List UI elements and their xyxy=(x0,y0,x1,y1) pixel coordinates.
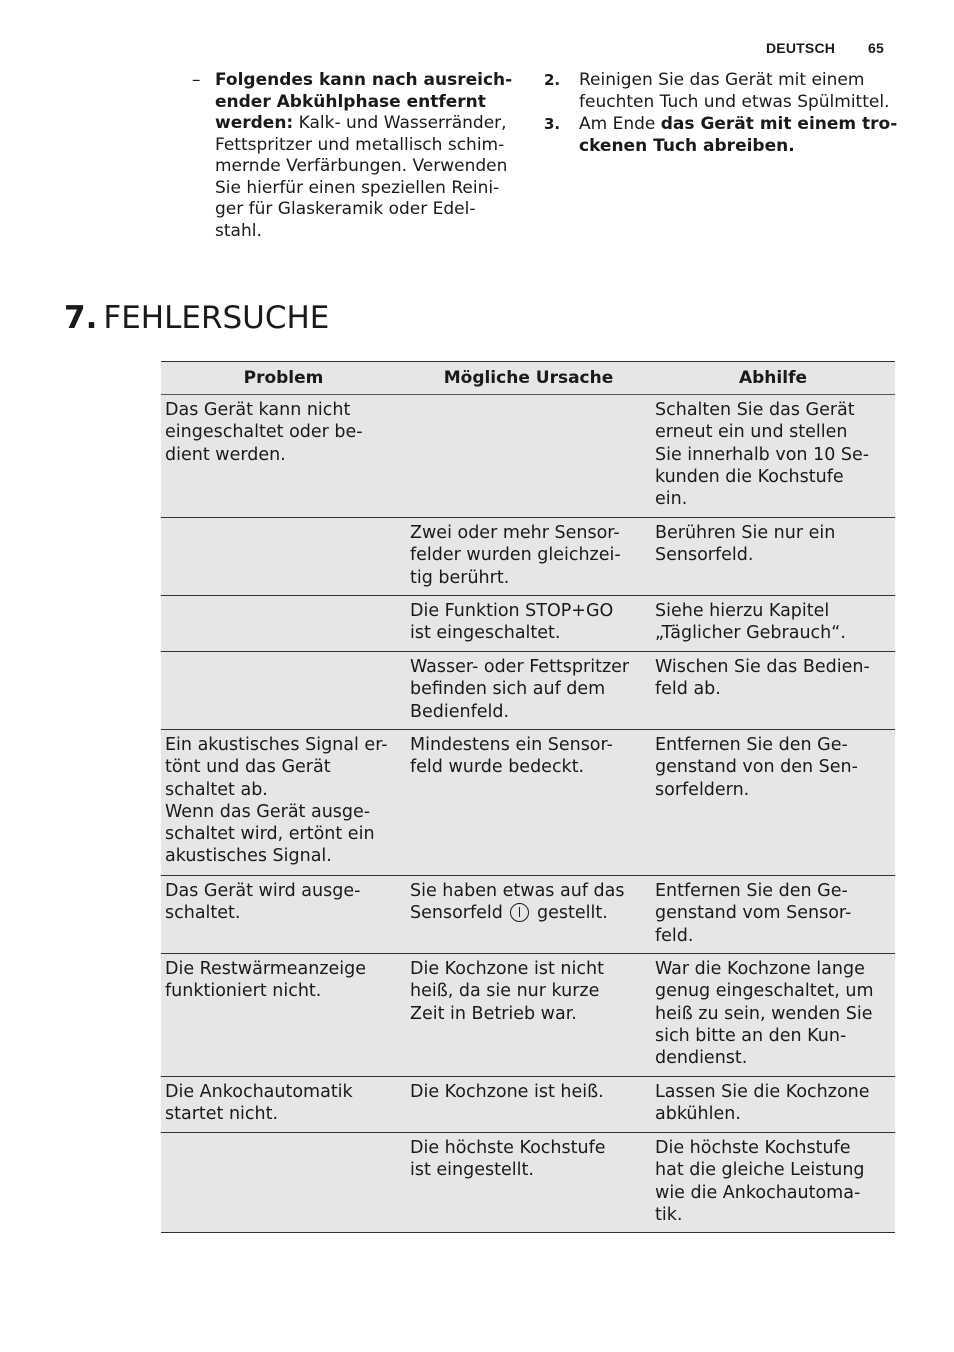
cell-remedy xyxy=(651,1077,895,1133)
cell-line: Die höchste Kochstufe xyxy=(655,1138,851,1158)
cell-line: sich bitte an den Kun- xyxy=(655,1025,847,1046)
cell-line: heiß zu sein, wenden Sie xyxy=(655,1003,873,1024)
header-language: DEUTSCH xyxy=(766,40,836,56)
note-bold-line: werden: xyxy=(215,113,294,133)
cell-cause xyxy=(406,1077,651,1133)
cell-line: Das Gerät kann nicht xyxy=(165,400,351,420)
cell-line: Entfernen Sie den Ge- xyxy=(655,735,848,755)
cell-line: feld. xyxy=(655,925,694,946)
cell-line: akustisches Signal. xyxy=(165,846,332,867)
step-number: 2. xyxy=(544,71,561,89)
table-row xyxy=(161,730,895,876)
cell-line: ist eingestellt. xyxy=(410,1160,534,1181)
cell-remedy xyxy=(651,518,895,596)
column-header-cause: Mögliche Ursache xyxy=(406,362,651,395)
cell-cause xyxy=(406,876,651,954)
cell-problem xyxy=(161,1133,406,1233)
cell-line: Die Ankochautomatik xyxy=(165,1082,353,1102)
cell-line: schaltet. xyxy=(165,903,241,924)
dash-bullet: – xyxy=(192,70,201,90)
cell-line: feld ab. xyxy=(655,679,721,700)
step-number: 3. xyxy=(544,115,561,133)
cell-remedy xyxy=(651,730,895,876)
cell-line: Das Gerät wird ausge- xyxy=(165,881,361,901)
cell-line: startet nicht. xyxy=(165,1104,279,1125)
cell-cause xyxy=(406,518,651,596)
cell-line: Wischen Sie das Bedien- xyxy=(655,657,870,677)
cell-line: kunden die Kochstufe xyxy=(655,466,844,487)
cell-line: Wasser- oder Fettspritzer xyxy=(410,657,630,677)
cell-line: Siehe hierzu Kapitel xyxy=(655,601,830,621)
cell-problem xyxy=(161,596,406,652)
cell-line: tig berührt. xyxy=(410,567,510,588)
cell-line: genstand von den Sen- xyxy=(655,757,858,778)
cell-line: ist eingeschaltet. xyxy=(410,623,561,644)
note-text: ger für Glaskeramik oder Edel- xyxy=(215,199,476,219)
cell-cause xyxy=(406,730,651,876)
cell-line: Mindestens ein Sensor- xyxy=(410,735,613,755)
cell-line: War die Kochzone lange xyxy=(655,959,865,979)
note-text: mernde Verfärbungen. Verwenden xyxy=(215,156,508,176)
cell-line: Schalten Sie das Gerät xyxy=(655,400,855,420)
cell-problem xyxy=(161,395,406,518)
table-row xyxy=(161,876,895,954)
cell-line: dient werden. xyxy=(165,444,286,465)
step-text: feuchten Tuch und etwas Spülmittel. xyxy=(579,91,890,112)
cell-line: Sie innerhalb von 10 Se- xyxy=(655,444,870,465)
cell-line: befinden sich auf dem xyxy=(410,679,606,700)
cell-line: heiß, da sie nur kurze xyxy=(410,981,600,1002)
troubleshooting-table xyxy=(161,361,895,1233)
cell-line: erneut ein und stellen xyxy=(655,422,848,443)
cell-line: schaltet wird, ertönt ein xyxy=(165,824,375,845)
step-item xyxy=(544,70,914,113)
cell-line: genstand vom Sensor- xyxy=(655,903,852,924)
table-row xyxy=(161,518,895,596)
cell-line: Die höchste Kochstufe xyxy=(410,1138,606,1158)
cell-line: Zeit in Betrieb war. xyxy=(410,1003,577,1024)
note-text: stahl. xyxy=(215,220,262,241)
cell-problem xyxy=(161,730,406,876)
note-text: Fettspritzer und metallisch schim- xyxy=(215,134,505,155)
cell-remedy xyxy=(651,395,895,518)
cell-line: genug eingeschaltet, um xyxy=(655,981,874,1002)
cell-problem xyxy=(161,954,406,1077)
note-bold-line: ender Abkühlphase entfernt xyxy=(215,91,486,112)
cell-line: Bedienfeld. xyxy=(410,701,510,722)
cell-remedy xyxy=(651,652,895,730)
page-number: 65 xyxy=(868,40,884,56)
cell-line: tönt und das Gerät xyxy=(165,757,331,778)
cell-line: schaltet ab. xyxy=(165,779,268,800)
section-title: FEHLERSUCHE xyxy=(103,300,330,336)
cell-line xyxy=(410,902,645,924)
cell-text: gestellt. xyxy=(537,903,608,924)
table-row xyxy=(161,652,895,730)
cell-line: felder wurden gleichzei- xyxy=(410,545,621,566)
cell-cause xyxy=(406,395,651,518)
step-item xyxy=(544,114,914,157)
table-row xyxy=(161,1077,895,1133)
cell-line: Lassen Sie die Kochzone xyxy=(655,1082,870,1102)
note-text: Kalk- und Wasserränder, xyxy=(293,113,507,133)
column-header-remedy: Abhilfe xyxy=(651,362,895,395)
table-row xyxy=(161,1133,895,1233)
cell-line: Zwei oder mehr Sensor- xyxy=(410,523,620,543)
right-column xyxy=(544,70,914,158)
cell-line: hat die gleiche Leistung xyxy=(655,1160,865,1181)
cell-line: feld wurde bedeckt. xyxy=(410,757,585,778)
note-bold-line: Folgendes kann nach ausreich- xyxy=(215,70,513,90)
cell-line: Die Kochzone ist nicht xyxy=(410,959,604,979)
cell-line: dendienst. xyxy=(655,1048,748,1069)
cell-remedy xyxy=(651,1133,895,1233)
cell-remedy xyxy=(651,596,895,652)
step-text: Am Ende xyxy=(579,114,661,134)
cell-line: „Täglicher Gebrauch“. xyxy=(655,623,846,644)
cell-line: tik. xyxy=(655,1204,683,1225)
cell-line: abkühlen. xyxy=(655,1104,741,1125)
note-text: Sie hierfür einen speziellen Reini- xyxy=(215,177,500,198)
cell-line: Berühren Sie nur ein xyxy=(655,523,836,543)
table-row xyxy=(161,395,895,518)
cell-line: Die Kochzone ist heiß. xyxy=(410,1082,604,1102)
cell-line: funktioniert nicht. xyxy=(165,981,322,1002)
cell-problem xyxy=(161,518,406,596)
cell-line: ein. xyxy=(655,489,688,510)
cell-problem xyxy=(161,1077,406,1133)
cell-line: Ein akustisches Signal er- xyxy=(165,735,388,755)
cell-line: Sie haben etwas auf das xyxy=(410,881,625,901)
cell-cause xyxy=(406,652,651,730)
cell-remedy xyxy=(651,876,895,954)
cell-remedy xyxy=(651,954,895,1077)
step-bold-text: ckenen Tuch abreiben. xyxy=(579,135,795,156)
cell-cause xyxy=(406,596,651,652)
cell-line: wie die Ankochautoma- xyxy=(655,1182,861,1203)
cell-cause xyxy=(406,1133,651,1233)
cell-problem xyxy=(161,652,406,730)
cell-text: Sensorfeld xyxy=(410,903,503,924)
section-heading xyxy=(64,300,329,336)
cell-line: Wenn das Gerät ausge- xyxy=(165,801,371,822)
cell-line: Sensorfeld. xyxy=(655,545,754,566)
table-row xyxy=(161,954,895,1077)
step-text: Reinigen Sie das Gerät mit einem xyxy=(579,70,865,90)
cell-problem xyxy=(161,876,406,954)
cell-line: Entfernen Sie den Ge- xyxy=(655,881,848,901)
cell-line: Die Funktion STOP+GO xyxy=(410,601,614,621)
cell-line: eingeschaltet oder be- xyxy=(165,422,363,443)
cell-line: Die Restwärmeanzeige xyxy=(165,959,367,979)
step-bold-text: das Gerät mit einem tro- xyxy=(660,114,898,134)
section-number: 7. xyxy=(64,300,98,336)
table-header-row xyxy=(161,362,895,395)
cell-line: sorfeldern. xyxy=(655,779,750,800)
power-sensor-icon xyxy=(510,903,529,922)
cleaning-note xyxy=(192,70,522,242)
column-header-problem: Problem xyxy=(161,362,406,395)
left-column xyxy=(192,70,522,242)
cell-cause xyxy=(406,954,651,1077)
table-row xyxy=(161,596,895,652)
